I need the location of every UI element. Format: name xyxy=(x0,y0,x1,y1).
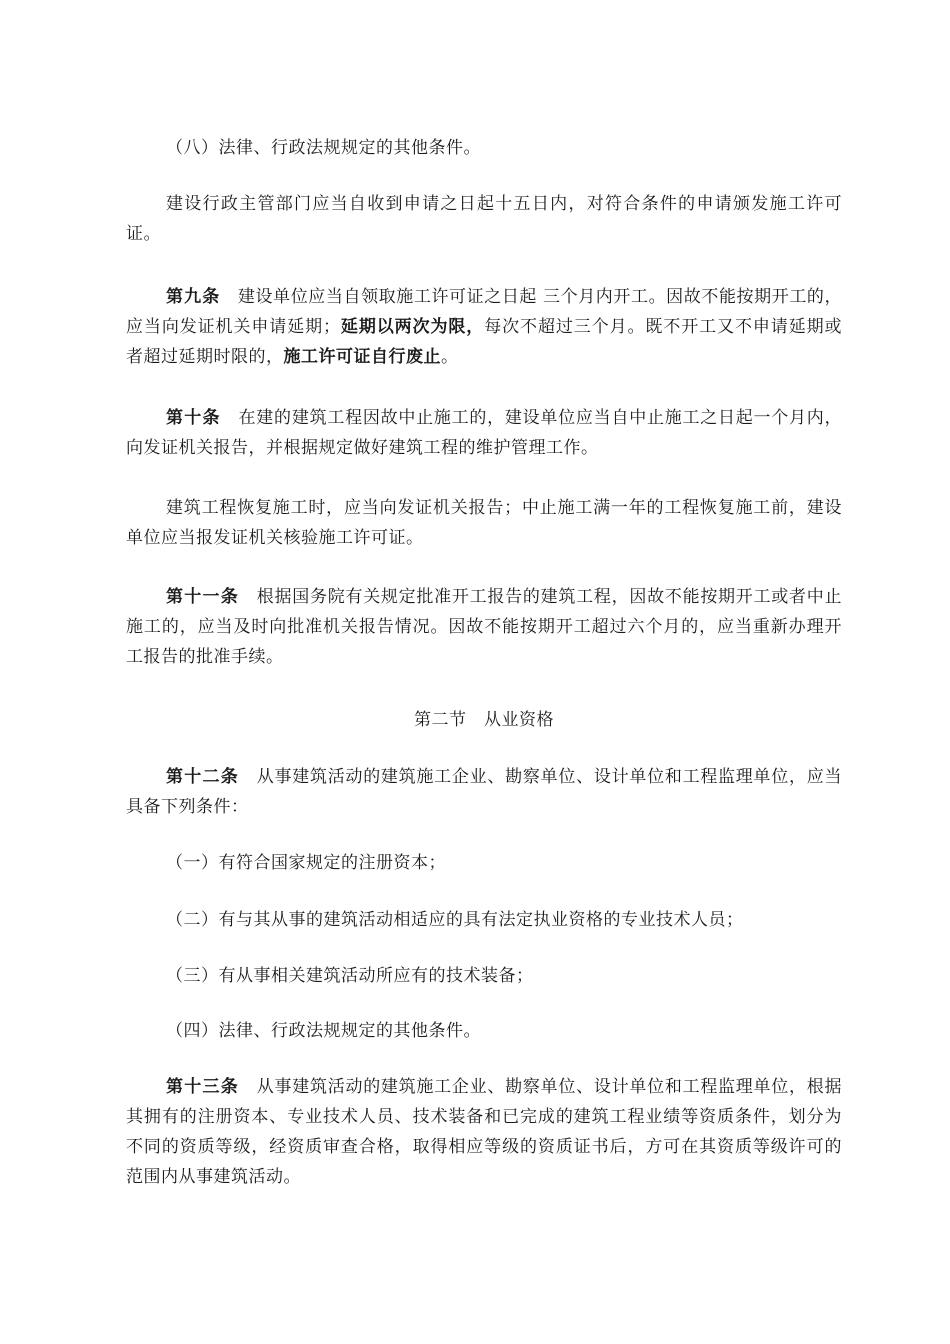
article-text: 从事建筑活动的建筑施工企业、勘察单位、设计单位和工程监理单位，应当具备下列条件： xyxy=(126,767,843,817)
paragraph-article-13 xyxy=(126,1072,842,1192)
paragraph-article-11 xyxy=(126,582,842,672)
paragraph-article-9 xyxy=(126,282,842,372)
section-heading: 第二节 从业资格 xyxy=(414,710,554,730)
article-number: 第十条 xyxy=(166,408,221,428)
article-text: 建设单位应当自领取施工许可证之日起 三个月内开工。因故不能按期开工的，应当向发证机关申请延期； xyxy=(126,287,843,337)
article-number: 第九条 xyxy=(166,287,221,307)
article-emphasis: 延期以两次为限， xyxy=(340,317,485,337)
paragraph-condition-3: （三）有从事相关建筑活动所应有的技术装备； xyxy=(166,966,534,986)
article-number: 第十二条 xyxy=(166,767,239,787)
paragraph-resume-construction: 建筑工程恢复施工时，应当向发证机关报告；中止施工满一年的工程恢复施工前，建设单位应当报发证机关核验施工许可证。 xyxy=(126,498,842,548)
paragraph-condition-4: （四）法律、行政法规规定的其他条件。 xyxy=(166,1021,481,1041)
paragraph-condition-8: （八）法律、行政法规规定的其他条件。 xyxy=(166,138,481,158)
paragraph-permit-issuance: 建设行政主管部门应当自收到申请之日起十五日内，对符合条件的申请颁发施工许可证。 xyxy=(126,194,842,244)
article-text: 根据国务院有关规定批准开工报告的建筑工程，因故不能按期开工或者中止施工的，应当及时向批准机关报告情况。因故不能按期开工超过六个月的，应当重新办理开工报告的批准手续。 xyxy=(126,587,843,667)
article-number: 第十一条 xyxy=(166,587,239,607)
article-number: 第十三条 xyxy=(166,1077,239,1097)
article-text: 在建的建筑工程因故中止施工的，建设单位应当自中止施工之日起一个月内，向发证机关报告，并根据规定做好建筑工程的维护管理工作。 xyxy=(126,408,843,458)
article-text: 从事建筑活动的建筑施工企业、勘察单位、设计单位和工程监理单位，根据其拥有的注册资本、专业技术人员、技术装备和已完成的建筑工程业绩等资质条件，划分为不同的资质等级，经资质审查合格，取得相应等级的资质证书后，方可在其资质等级许可的范围内从事建筑活动。 xyxy=(126,1077,843,1187)
paragraph-article-10 xyxy=(126,403,842,463)
article-text: 。 xyxy=(441,347,459,367)
paragraph-condition-1: （一）有符合国家规定的注册资本； xyxy=(166,853,446,873)
article-emphasis: 施工许可证自行废止 xyxy=(283,347,441,367)
paragraph-article-12 xyxy=(126,762,842,822)
article-text: 每次不超过三个月。既不开工又不申请延期或者超过延期时限的， xyxy=(126,317,843,367)
paragraph-condition-2: （二）有与其从事的建筑活动相适应的具有法定执业资格的专业技术人员； xyxy=(166,910,744,930)
